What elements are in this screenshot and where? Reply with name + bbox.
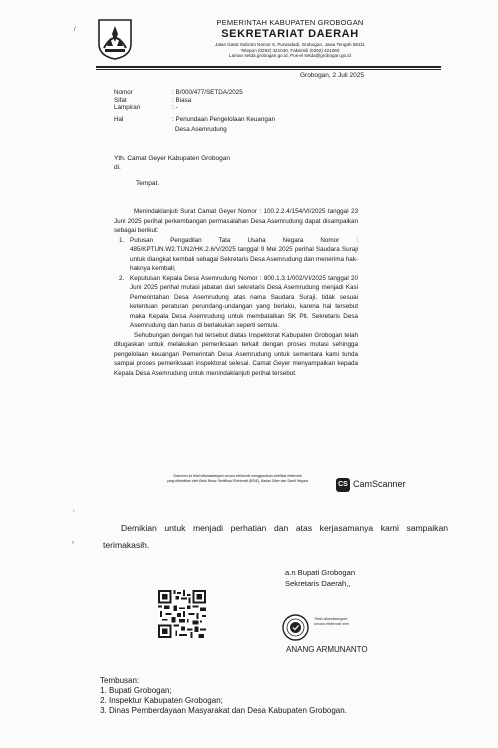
- letterhead-office: SEKRETARIAT DAERAH: [221, 28, 359, 40]
- list-item: 1. Bupati Grobogan;: [109, 686, 347, 696]
- letterhead-web: Laman setda.grobogan.go.id, Pos-el setda@grobogan.go.id: [229, 53, 351, 59]
- list-item: 3. Dinas Pemberdayaan Masyarakat dan Desa Kabupaten Grobogan.: [109, 706, 347, 716]
- list-item: 2. Inspektur Kabupaten Grobogan;: [109, 696, 347, 706]
- letter-meta: [114, 89, 275, 134]
- camscanner-label: CamScanner: [353, 479, 406, 489]
- recipient-name: Yth. Camat Geyer Kabupaten Grobogan: [114, 155, 230, 162]
- scan-mark: /: [74, 27, 76, 33]
- meta-row: Lampiran : -: [114, 104, 178, 112]
- cc-list: [100, 686, 347, 716]
- seal-note: Telah ditandatangani secara elektronik oleh: [314, 617, 349, 626]
- meta-row: Desa Asemrudung: [175, 126, 227, 134]
- scan-mark: ,: [73, 507, 75, 513]
- body-list: [114, 236, 358, 331]
- recipient-place: Tempat.: [136, 180, 160, 187]
- letterhead-phone: Telepon (0292) 421040, Faksimili (0292) 421060: [240, 47, 340, 53]
- cc-block: [100, 676, 347, 716]
- letterhead: [140, 18, 440, 59]
- list-item: 2. Keputusan Kepala Desa Asemrudung Nomor : 800.1.3.1/002/VI/2025 tanggal 20 Juni 2025 perihal mutasi jabatan dari sekretaris Desa Asemrudung menjadi Kasi Pemerintahan Desa Asemrudung atas nama Saudara Suraji, tidak sesuai ketentuan peraturan perundang-undangan yang berlaku, karena hal tersebut maka Kepala Desa Asemrudung untuk membatalkan SK Plt. Sekretaris Desa Asemrudung dan harus di berlakukan seperti semula.: [126, 274, 358, 331]
- signature-block: [285, 567, 355, 589]
- body-followup: Sehubungan dengan hal tersebut diatas Inspektorat Kabupaten Grobogan telah ditugaskan untuk melakukan pemeriksaan terkait dengan proses mutasi sehingga pengelolaan keuangan Pemerintah Desa Asemrudung untuk sementara kami tunda sampai proses pemeriksaan inspektorat selesai. Camat Geyer menyampaikan kepada Kepala Desa Asemrudung untuk menindaklanjuti perihal tersebut.: [114, 331, 358, 377]
- letter-body: [114, 207, 358, 378]
- letterhead-address: Jalan Gatot Subroto Nomor 6, Purwodadi, Grobogan, Jawa Tengah 58111: [215, 42, 365, 47]
- qr-code-icon: [158, 590, 206, 638]
- closing-paragraph: Demikian untuk menjadi perhatian dan atas kerjasamanya kami sampaikan terimakasih.: [103, 523, 448, 550]
- meta-row: Nomor : B/000/477/SETDA/2025: [114, 89, 243, 96]
- letter-date: Grobogan, 2 Juli 2025: [300, 72, 364, 79]
- letterhead-government: PEMERINTAH KABUPATEN GROBOGAN: [216, 18, 364, 27]
- signer-name: ANANG ARMUNANTO: [286, 645, 368, 654]
- cc-title: Tembusan:: [100, 676, 140, 685]
- signature-on-behalf: a.n Bupati Grobogan: [285, 568, 356, 577]
- meta-row: Sifat : Biasa: [114, 96, 192, 104]
- scan-mark: ›: [72, 540, 74, 546]
- header-rule-thin: [96, 69, 441, 70]
- esign-notice: Dokumen ini telah ditandatangani secara elektronik menggunakan sertifikat elektronik yang diterbitkan oleh Balai Besar Sertifikasi Elektronik (BSrE), Badan Siber dan Sandi Negara: [167, 474, 308, 483]
- list-item: 1. Putusan Pengadilan Tata Usaha Negara Nomor : 485/KPTUN.W2.TUN2/HK.2.6/V/2025 tanggal 9 Mei 2025 perihal Saudara Suraji untuk diangkat kembali sebagai Sekretaris Desa Asemrudung dan menerima hak-haknya kembali;: [126, 236, 358, 274]
- regency-emblem-icon: [96, 16, 134, 60]
- header-rule-thick: [96, 66, 441, 68]
- signature-title: Sekretaris Daerah,,: [285, 579, 351, 588]
- meta-row: Hal : Penundaan Pengelolaan Keuangan: [114, 115, 275, 123]
- bsre-seal-icon: [282, 614, 309, 641]
- camscanner-icon: CS: [336, 478, 350, 492]
- recipient-block: [114, 155, 230, 172]
- body-intro: Menindaklanjuti Surat Camat Geyer Nomor : 100.2.2.4/154/VI/2025 tanggal 23 Juni 2025 perihal perkembangan permasalahan Desa Asemrudung dapat disampaikan sebagai berikut:: [114, 208, 358, 234]
- recipient-di: di.: [114, 163, 121, 171]
